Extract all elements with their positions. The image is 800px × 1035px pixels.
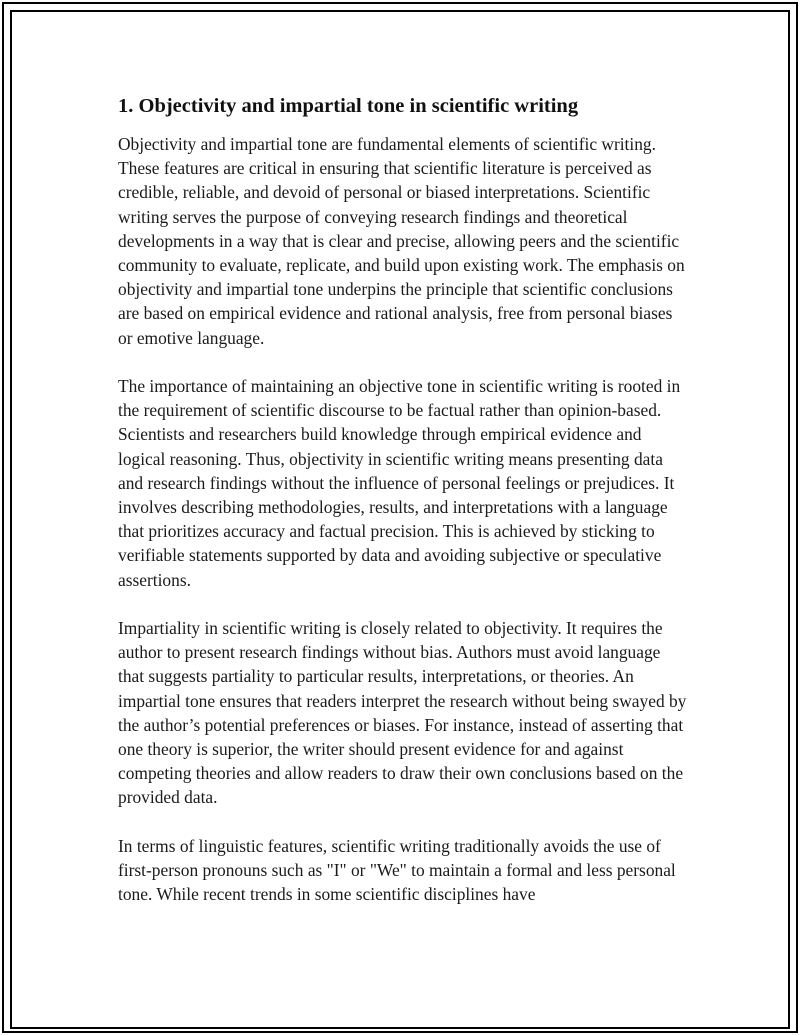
paragraph-objective-tone: The importance of maintaining an objective tone in scientific writing is rooted in the requirement of scientific discourse to be factual rather than opinion-based. Scientists and researchers build knowledge through empirical evidence and logical reasoning. Thus, objectivity in scientific writing means presenting data and research findings without the influence of personal feelings or prejudices. It involves describing methodologies, results, and interpretations with a language that prioritizes accuracy and factual precision. This is achieved by sticking to verifiable statements supported by data and avoiding subjective or speculative assertions.	[118, 376, 681, 590]
paragraph-impartiality: Impartiality in scientific writing is closely related to objectivity. It requires the author to present research findings without bias. Authors must avoid language that suggests partiality to particular results, interpretations, or theories. An impartial tone ensures that readers interpret the research without being swayed by the author’s potential preferences or biases. For instance, instead of asserting that one theory is superior, the writer should present evidence for and against competing theories and allow readers to draw their own conclusions based on the provided data.	[118, 618, 687, 808]
section-heading: 1. Objectivity and impartial tone in scientific writing	[118, 95, 579, 117]
document-body	[118, 92, 690, 931]
paragraph-linguistic-features: In terms of linguistic features, scientific writing traditionally avoids the use of first-person pronouns such as "I" or "We" to maintain a formal and less personal tone. While recent trends in some scientific disciplines have	[118, 835, 676, 905]
paragraph-objectivity-intro: Objectivity and impartial tone are fundamental elements of scientific writing. These features are critical in ensuring that scientific literature is perceived as credible, reliable, and devoid of personal or biased interpretations. Scientific writing serves the purpose of conveying research findings and theoretical developments in a way that is clear and precise, allowing peers and the scientific community to evaluate, replicate, and build upon existing work. The emphasis on objectivity and impartial tone underpins the principle that scientific conclusions are based on empirical evidence and rational analysis, free from personal biases or emotive language.	[118, 134, 685, 348]
